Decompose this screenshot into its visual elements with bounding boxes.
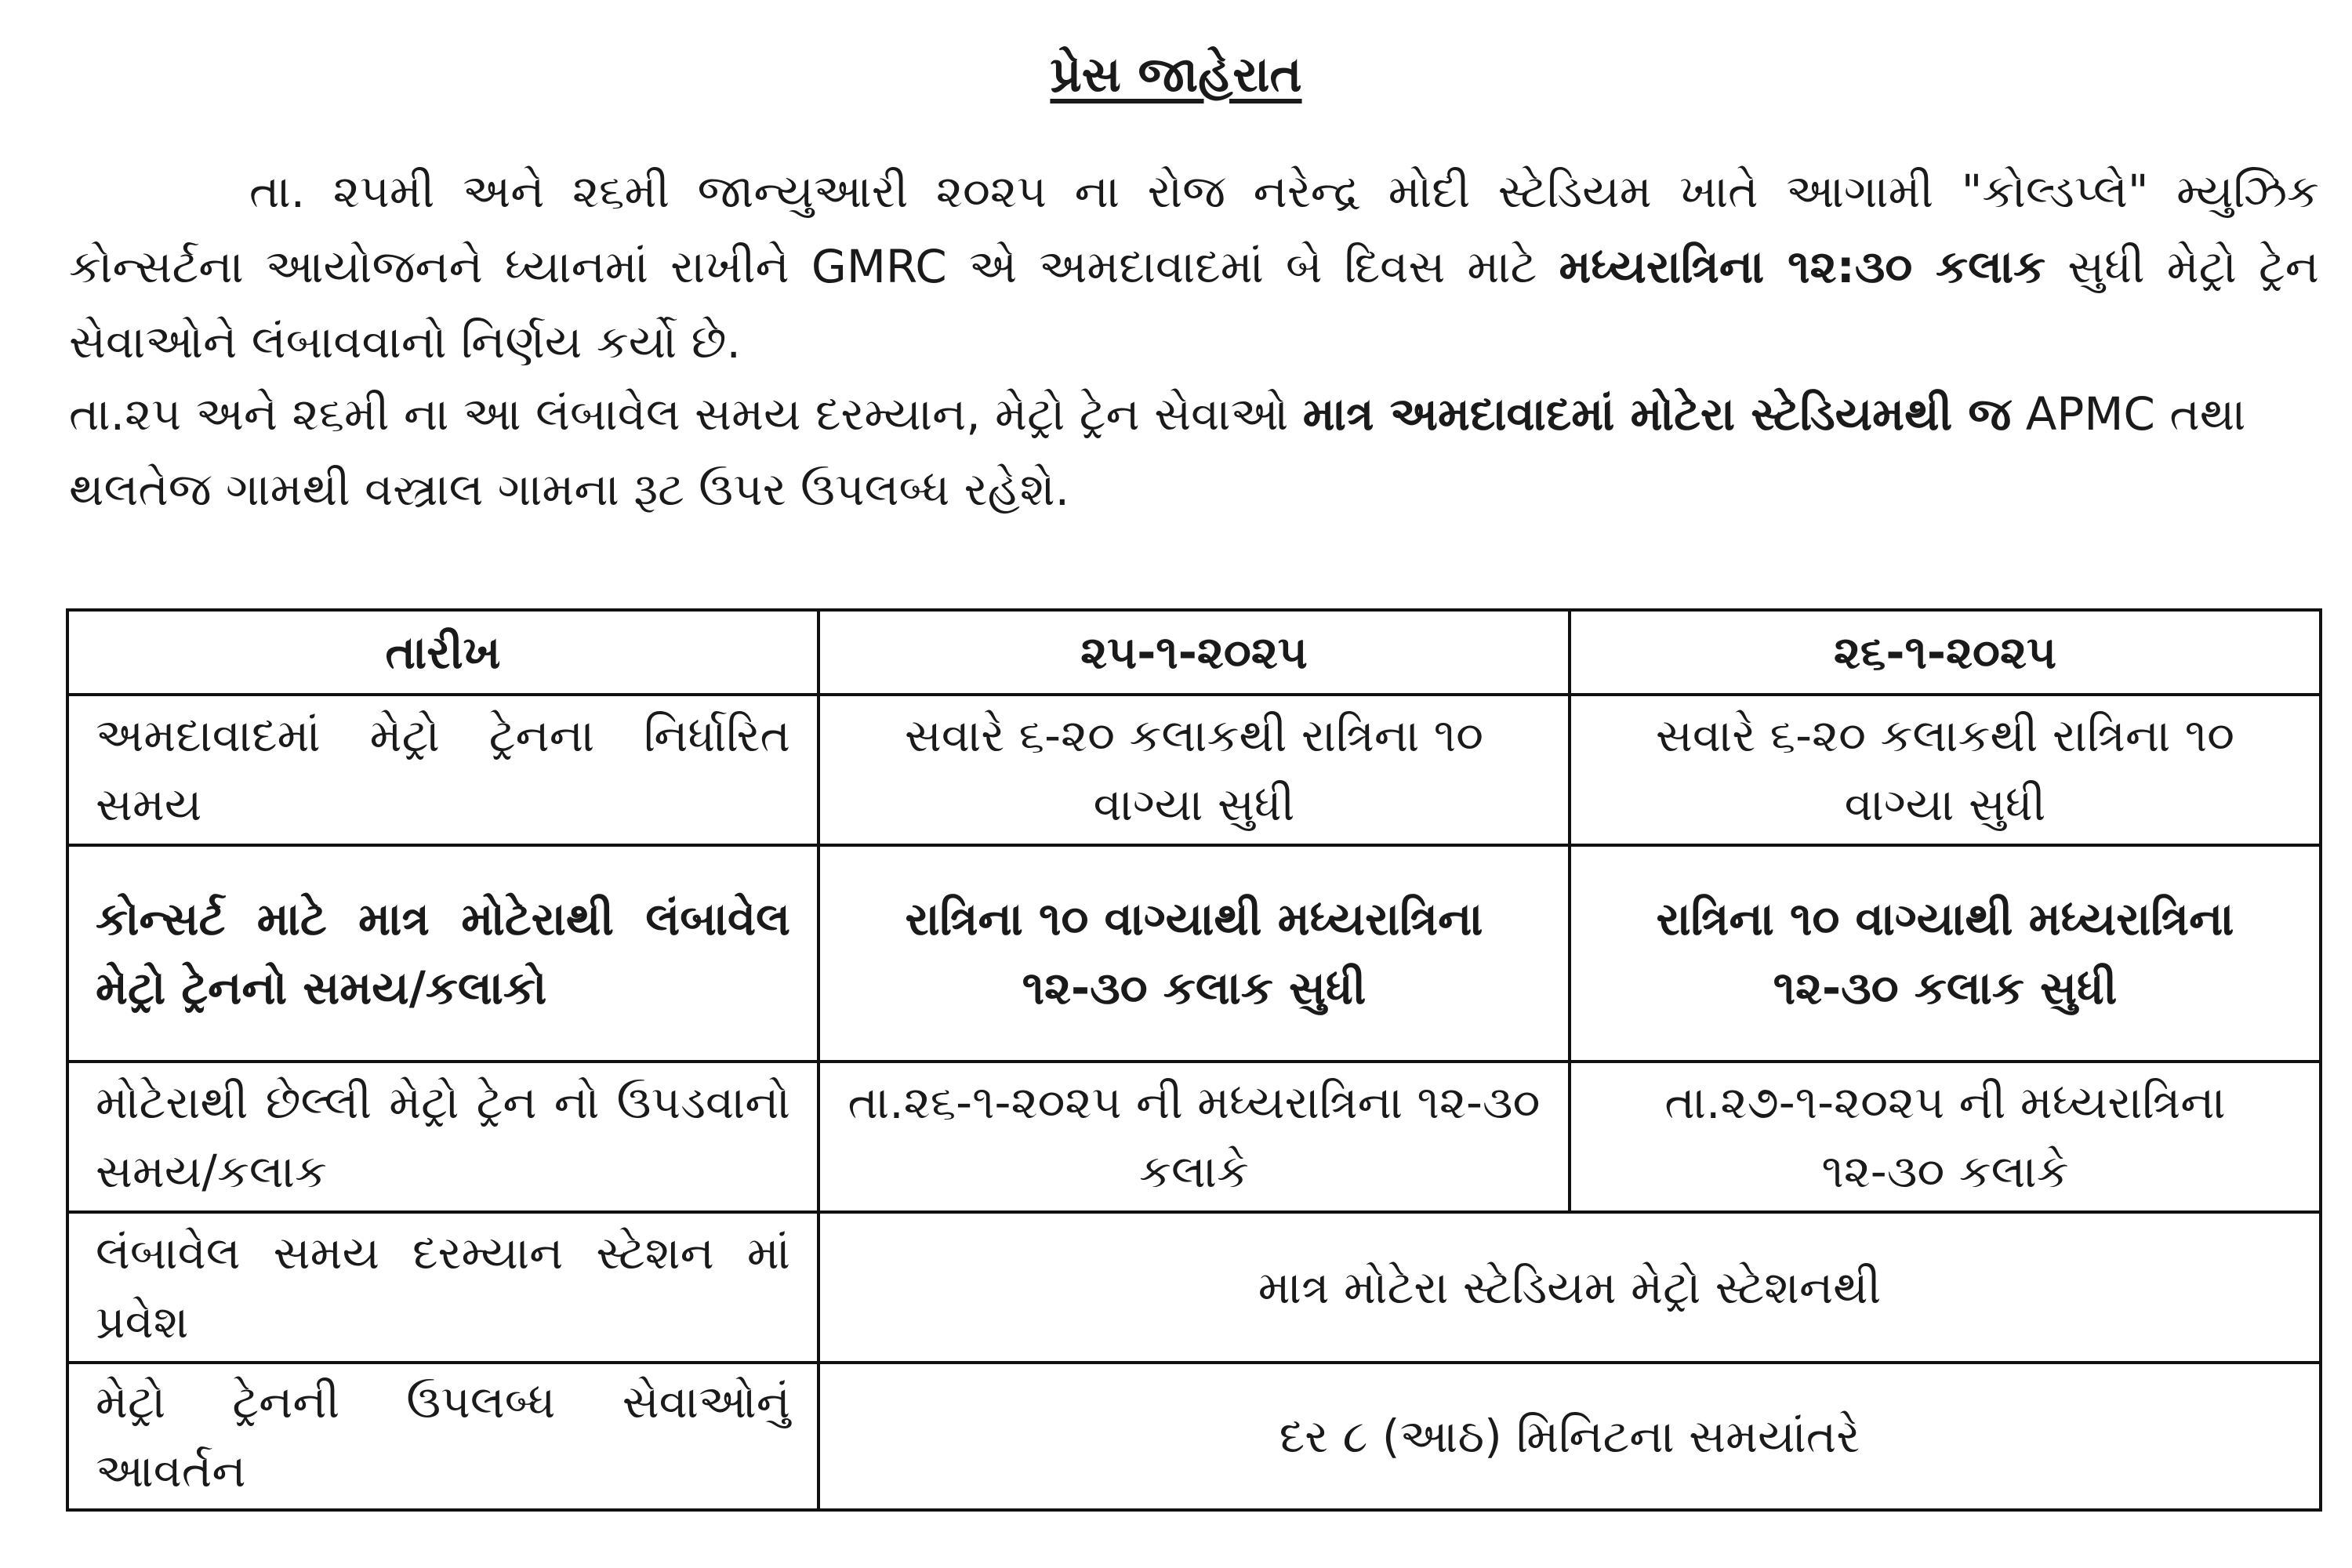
cell-scheduled-day1: સવારે ૬-૨૦ કલાકથી રાત્રિના ૧૦ વાગ્યા સુધી [818, 695, 1570, 845]
row-label-frequency: મેટ્રો ટ્રેનની ઉપલબ્ધ સેવાઓનું આવર્તન [67, 1363, 818, 1510]
table-row [67, 1363, 2321, 1510]
header-day1: ૨૫-૧-૨૦૨૫ [818, 610, 1570, 695]
table-header-row [67, 610, 2321, 695]
row-label-extended-time: કોન્સર્ટ માટે માત્ર મોટેરાથી લંબાવેલ મેટ્રો ટ્રેનનો સમય/કલાકો [67, 845, 818, 1062]
cell-frequency: દર ૮ (આઠ) મિનિટના સમયાંતરે [818, 1363, 2321, 1510]
schedule-table [66, 608, 2322, 1512]
intro-paragraph [69, 154, 2319, 379]
header-day2: ૨૬-૧-૨૦૨૫ [1570, 610, 2321, 695]
table-row [67, 695, 2321, 845]
cell-extended-day1: રાત્રિના ૧૦ વાગ્યાથી મધ્યરાત્રિના ૧૨-૩૦ કલાક સુધી [818, 845, 1570, 1062]
row-label-scheduled-time: અમદાવાદમાં મેટ્રો ટ્રેનના નિર્ધારિત સમય [67, 695, 818, 845]
route-text-part1: તા.૨૫ અને ૨૬મી ના આ લંબાવેલ સમય દરમ્યાન, મેટ્રો ટ્રેન સેવાઓ [69, 387, 1289, 441]
cell-last-train-day2: તા.૨૭-૧-૨૦૨૫ ની મધ્યરાત્રિના ૧૨-૩૦ કલાકે [1570, 1062, 2321, 1212]
intro-text-part1: તા. ૨૫મી અને ૨૬મી જાન્યુઆરી ૨૦૨૫ ના રોજ નરેન્દ્ર મોદી સ્ટેડિયમ ખાતે આગામી "કોલ્ડપ્લે" મ્યુઝિક કોન્સર્ટના આયોજનને ધ્યાનમાં રાખીને GMRC એ અમદાવાદમાં બે દિવસ માટે [69, 165, 2319, 293]
cell-last-train-day1: તા.૨૬-૧-૨૦૨૫ ની મધ્યરાત્રિના ૧૨-૩૦ કલાકે [818, 1062, 1570, 1212]
row-label-station-entry: લંબાવેલ સમય દરમ્યાન સ્ટેશન માં પ્રવેશ [67, 1212, 818, 1363]
cell-station-entry: માત્ર મોટેરા સ્ટેડિયમ મેટ્રો સ્ટેશનથી [818, 1212, 2321, 1363]
document-title: પ્રેસ જાહેરાત [1050, 45, 1302, 103]
intro-text-part2: સુધી મેટ્રો ટ્રેન સેવાઓને લંબાવવાનો નિર્ણય કર્યો છે. [69, 240, 2320, 368]
cell-scheduled-day2: સવારે ૬-૨૦ કલાકથી રાત્રિના ૧૦ વાગ્યા સુધી [1570, 695, 2321, 845]
route-paragraph [69, 376, 2319, 527]
table-row [67, 1062, 2321, 1212]
table-row [67, 845, 2321, 1062]
cell-extended-day2: રાત્રિના ૧૦ વાગ્યાથી મધ્યરાત્રિના ૧૨-૩૦ કલાક સુધી [1570, 845, 2321, 1062]
intro-text-bold: મધ્યરાત્રિના ૧૨:૩૦ કલાક [1559, 240, 2046, 293]
row-label-last-train: મોટેરાથી છેલ્લી મેટ્રો ટ્રેન નો ઉપડવાનો સમય/કલાક [67, 1062, 818, 1212]
route-text-part2: APMC તથા થલતેજ ગામથી વસ્ત્રાલ ગામના રૂટ ઉપર ઉપલબ્ધ રહેશે. [69, 387, 2246, 516]
header-date: તારીખ [67, 610, 818, 695]
table-row [67, 1212, 2321, 1363]
route-text-bold: માત્ર અમદાવાદમાં મોટેરા સ્ટેડિયમથી જ [1302, 387, 2012, 441]
